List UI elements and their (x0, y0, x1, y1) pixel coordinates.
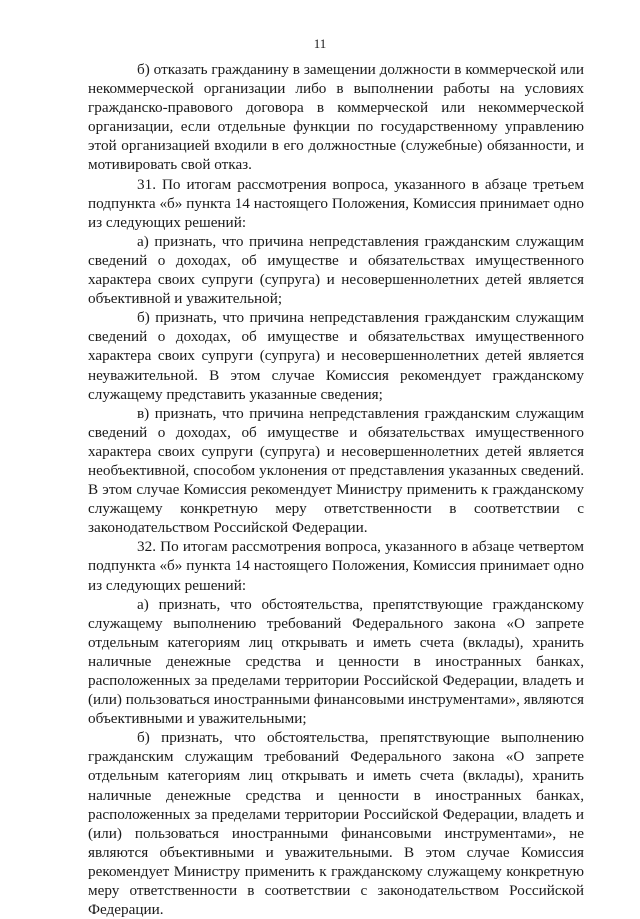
paragraph-6b-refuse: б) отказать гражданину в замещении должности в коммерческой или некоммерческой организации либо в выполнении работы на условиях гражданско-правового договора в коммерческой или некоммерческой организации, если отдельные функции по государственному управлению этой организацией входили в его должностные (служебные) обязанности, и мотивировать свой отказ. (88, 61, 584, 174)
paragraph-32-intro: 32. По итогам рассмотрения вопроса, указанного в абзаце четвертом подпункта «б» пункта 14 настоящего Положения, Комиссия принимает одно из следующих решений: (88, 538, 584, 594)
paragraph-31c: в) признать, что причина непредставления гражданским служащим сведений о доходах, об имуществе и обязательствах имущественного характера своих супруги (супруга) и несовершеннолетних детей является необъективной, способом уклонения от представления указанных сведений. В этом случае Комиссия рекомендует Министру применить к гражданскому служащему конкретную меру ответственности в соответствии с законодательством Российской Федерации. (88, 404, 584, 537)
paragraph-32b: б) признать, что обстоятельства, препятствующие выполнению гражданским служащим требований Федерального закона «О запрете отдельным категориям лиц открывать и иметь счета (вклады), хранить наличные денежные средства и ценности в иностранных банках, расположенных за пределами территории Российской Федерации, владеть и (или) пользоваться иностранными финансовыми инструментами», не являются объективными и уважительными. В этом случае Комиссия рекомендует Министру применить к гражданскому служащему конкретную меру ответственности в соответствии с законодательством Российской Федерации. (88, 729, 584, 919)
document-body (88, 60, 584, 919)
paragraph-31b: б) признать, что причина непредставления гражданским служащим сведений о доходах, об имуществе и обязательствах имущественного характера своих супруги (супруга) и несовершеннолетних детей является неуважительной. В этом случае Комиссия рекомендует гражданскому служащему представить указанные сведения; (88, 309, 584, 403)
paragraph-32a: а) признать, что обстоятельства, препятствующие гражданскому служащему выполнению требований Федерального закона «О запрете отдельным категориям лиц открывать и иметь счета (вклады), хранить наличные денежные средства и ценности в иностранных банках, расположенных за пределами территории Российской Федерации, владеть и (или) пользоваться иностранными финансовыми инструментами», являются объективными и уважительными; (88, 595, 584, 728)
page-number: 11 (313, 36, 327, 51)
paragraph-31-intro: 31. По итогам рассмотрения вопроса, указанного в абзаце третьем подпункта «б» пункта 14 настоящего Положения, Комиссия принимает одно из следующих решений: (88, 175, 584, 231)
paragraph-31a: а) признать, что причина непредставления гражданским служащим сведений о доходах, об имуществе и обязательствах имущественного характера своих супруги (супруга) и несовершеннолетних детей является объективной и уважительной; (88, 232, 584, 308)
